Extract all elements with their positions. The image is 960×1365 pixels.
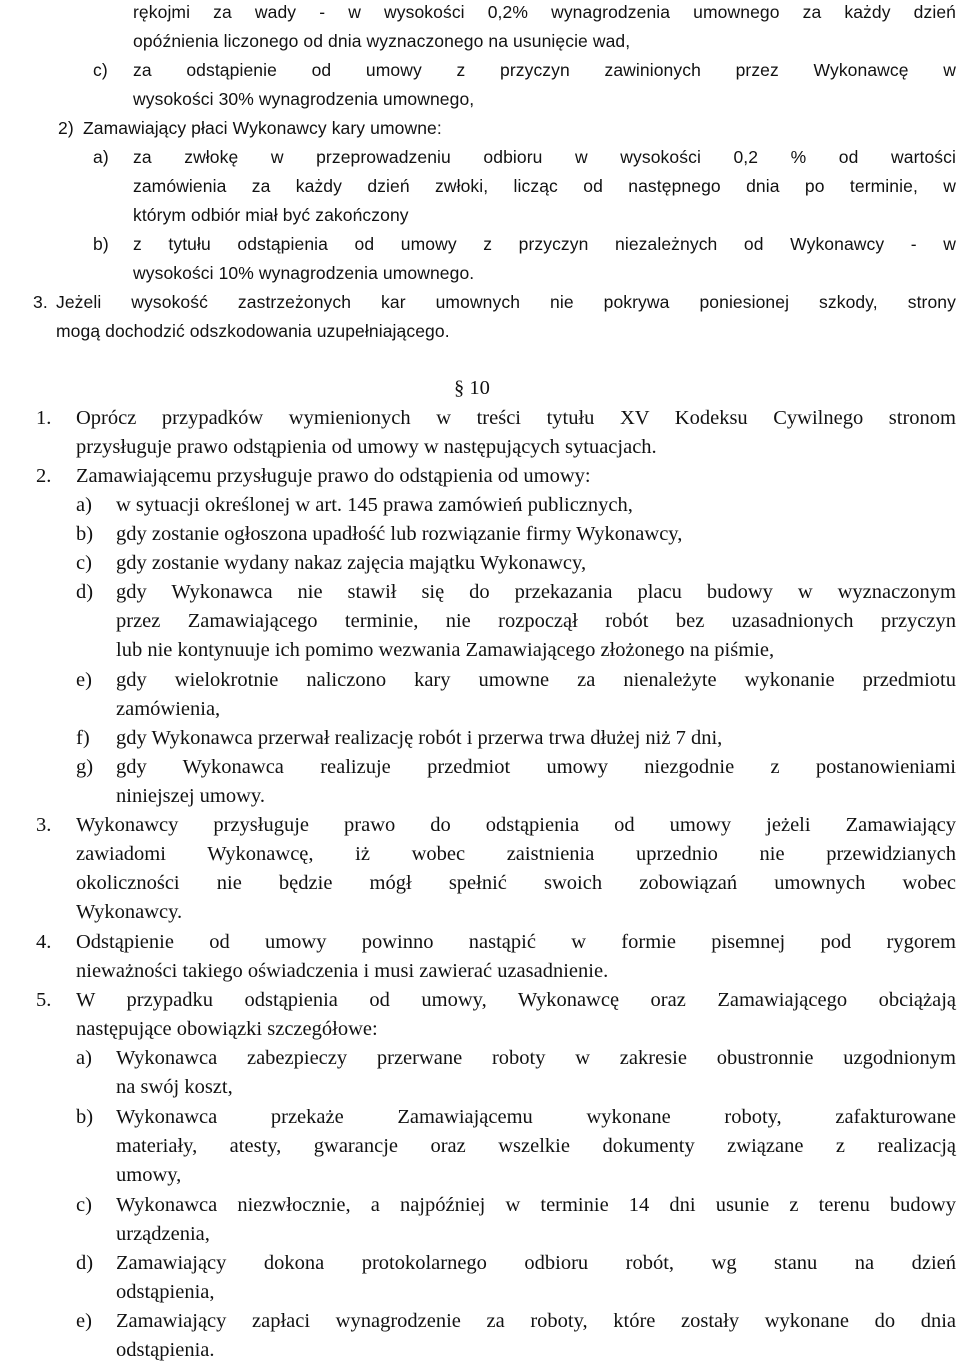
text-line: rękojmi za wady - w wysokości 0,2% wynagrodzenia umownego za każdy dzień	[133, 2, 956, 22]
text-line: przysługuje prawo odstąpienia od umowy w następujących sytuacjach.	[76, 436, 657, 458]
text-line: Zamawiający zapłaci wynagrodzenie za roboty, które zostały wykonane do dnia	[116, 1310, 956, 1332]
text-line: za zwłokę w przeprowadzeniu odbioru w wysokości 0,2 % od wartości	[133, 147, 956, 167]
text-line: W przypadku odstąpienia od umowy, Wykonawcę oraz Zamawiającego obciążają	[76, 989, 956, 1011]
text-line: odstąpienia,	[116, 1281, 215, 1303]
list-marker: b)	[93, 234, 109, 254]
text-line: mogą dochodzić odszkodowania uzupełniającego.	[56, 321, 450, 341]
section-heading: § 10	[454, 377, 490, 399]
list-marker: 1.	[36, 407, 52, 429]
text-line: Wykonawca przekaże Zamawiającemu wykonane roboty, zafakturowane	[116, 1106, 956, 1128]
text-line: wysokości 30% wynagrodzenia umownego,	[133, 89, 475, 109]
text-line: w sytuacji określonej w art. 145 prawa zamówień publicznych,	[116, 494, 633, 516]
list-marker: e)	[76, 669, 92, 691]
text-line: wysokości 10% wynagrodzenia umownego.	[133, 263, 475, 283]
text-line: gdy Wykonawca realizuje przedmiot umowy niezgodnie z postanowieniami	[116, 756, 956, 778]
list-marker: f)	[76, 727, 90, 749]
text-line: lub nie kontynuuje ich pomimo wezwania Zamawiającego złożonego na piśmie,	[116, 639, 775, 661]
text-line: gdy Wykonawca przerwał realizację robót i przerwa trwa dłużej niż 7 dni,	[116, 727, 723, 749]
text-line: niniejszej umowy.	[116, 785, 265, 807]
list-marker: b)	[76, 1106, 94, 1128]
text-line: Odstąpienie od umowy powinno nastąpić w formie pisemnej pod rygorem	[76, 931, 956, 953]
text-line: gdy Wykonawca nie stawił się do przekazania placu budowy w wyznaczonym	[116, 581, 956, 603]
list-marker: c)	[76, 1194, 92, 1216]
list-marker: 5.	[36, 989, 52, 1011]
text-line: przez Zamawiającego terminie, nie rozpoczął robót bez uzasadnionych przyczyn	[116, 610, 956, 632]
text-line: Wykonawca zabezpieczy przerwane roboty w zakresie obustronnie uzgodnionym	[116, 1047, 956, 1069]
list-marker: 2)	[58, 118, 74, 138]
text-line: na swój koszt,	[116, 1076, 233, 1098]
list-marker: a)	[76, 494, 92, 516]
text-line: Zamawiający płaci Wykonawcy kary umowne:	[83, 118, 442, 138]
text-line: opóźnienia liczonego od dnia wyznaczonego na usunięcie wad,	[133, 31, 631, 51]
list-marker: a)	[93, 147, 109, 167]
text-line: Oprócz przypadków wymienionych w treści tytułu XV Kodeksu Cywilnego stronom	[76, 407, 956, 429]
text-line: zamówienia za każdy dzień zwłoki, licząc od następnego dnia po terminie, w	[133, 176, 956, 196]
text-line: nieważności takiego oświadczenia i musi zawierać uzasadnienie.	[76, 960, 609, 982]
text-line: umowy,	[116, 1164, 182, 1186]
text-line: urządzenia,	[116, 1223, 210, 1245]
list-marker: a)	[76, 1047, 92, 1069]
text-line: okoliczności nie będzie mógł spełnić swoich zobowiązań umownych wobec	[76, 872, 956, 894]
list-marker: c)	[93, 60, 108, 80]
text-line: Wykonawcy przysługuje prawo do odstąpienia od umowy jeżeli Zamawiający	[76, 814, 956, 836]
text-line: Wykonawcy.	[76, 901, 183, 923]
text-line: Zamawiający dokona protokolarnego odbioru robót, wg stanu na dzień	[116, 1252, 956, 1274]
text-line: następujące obowiązki szczegółowe:	[76, 1018, 378, 1040]
list-marker: g)	[76, 756, 94, 778]
text-line: gdy wielokrotnie naliczono kary umowne za nienależyte wykonanie przedmiotu	[116, 669, 956, 691]
text-line: gdy zostanie wydany nakaz zajęcia majątku Wykonawcy,	[116, 552, 587, 574]
list-marker: 3.	[36, 814, 52, 836]
list-marker: d)	[76, 581, 94, 603]
list-marker: e)	[76, 1310, 92, 1332]
list-marker: c)	[76, 552, 92, 574]
text-line: zawiadomi Wykonawcę, iż wobec zaistnienia uprzednio nie przewidzianych	[76, 843, 956, 865]
list-marker: b)	[76, 523, 94, 545]
text-line: odstąpienia.	[116, 1339, 215, 1361]
text-line: którym odbiór miał być zakończony	[133, 205, 409, 225]
text-line: gdy zostanie ogłoszona upadłość lub rozwiązanie firmy Wykonawcy,	[116, 523, 683, 545]
text-line: Wykonawca niezwłocznie, a najpóźniej w terminie 14 dni usunie z terenu budowy	[116, 1194, 956, 1216]
text-line: materiały, atesty, gwarancje oraz wszelkie dokumenty związane z realizacją	[116, 1135, 956, 1157]
list-marker: 2.	[36, 465, 52, 487]
list-marker: d)	[76, 1252, 94, 1274]
list-marker: 3.	[33, 292, 48, 312]
text-line: za odstąpienie od umowy z przyczyn zawinionych przez Wykonawcę w	[133, 60, 956, 80]
list-marker: 4.	[36, 931, 52, 953]
text-line: z tytułu odstąpienia od umowy z przyczyn niezależnych od Wykonawcy - w	[133, 234, 956, 254]
text-line: Zamawiającemu przysługuje prawo do odstąpienia od umowy:	[76, 465, 591, 487]
text-line: zamówienia,	[116, 698, 221, 720]
text-line: Jeżeli wysokość zastrzeżonych kar umownych nie pokrywa poniesionej szkody, strony	[56, 292, 956, 312]
